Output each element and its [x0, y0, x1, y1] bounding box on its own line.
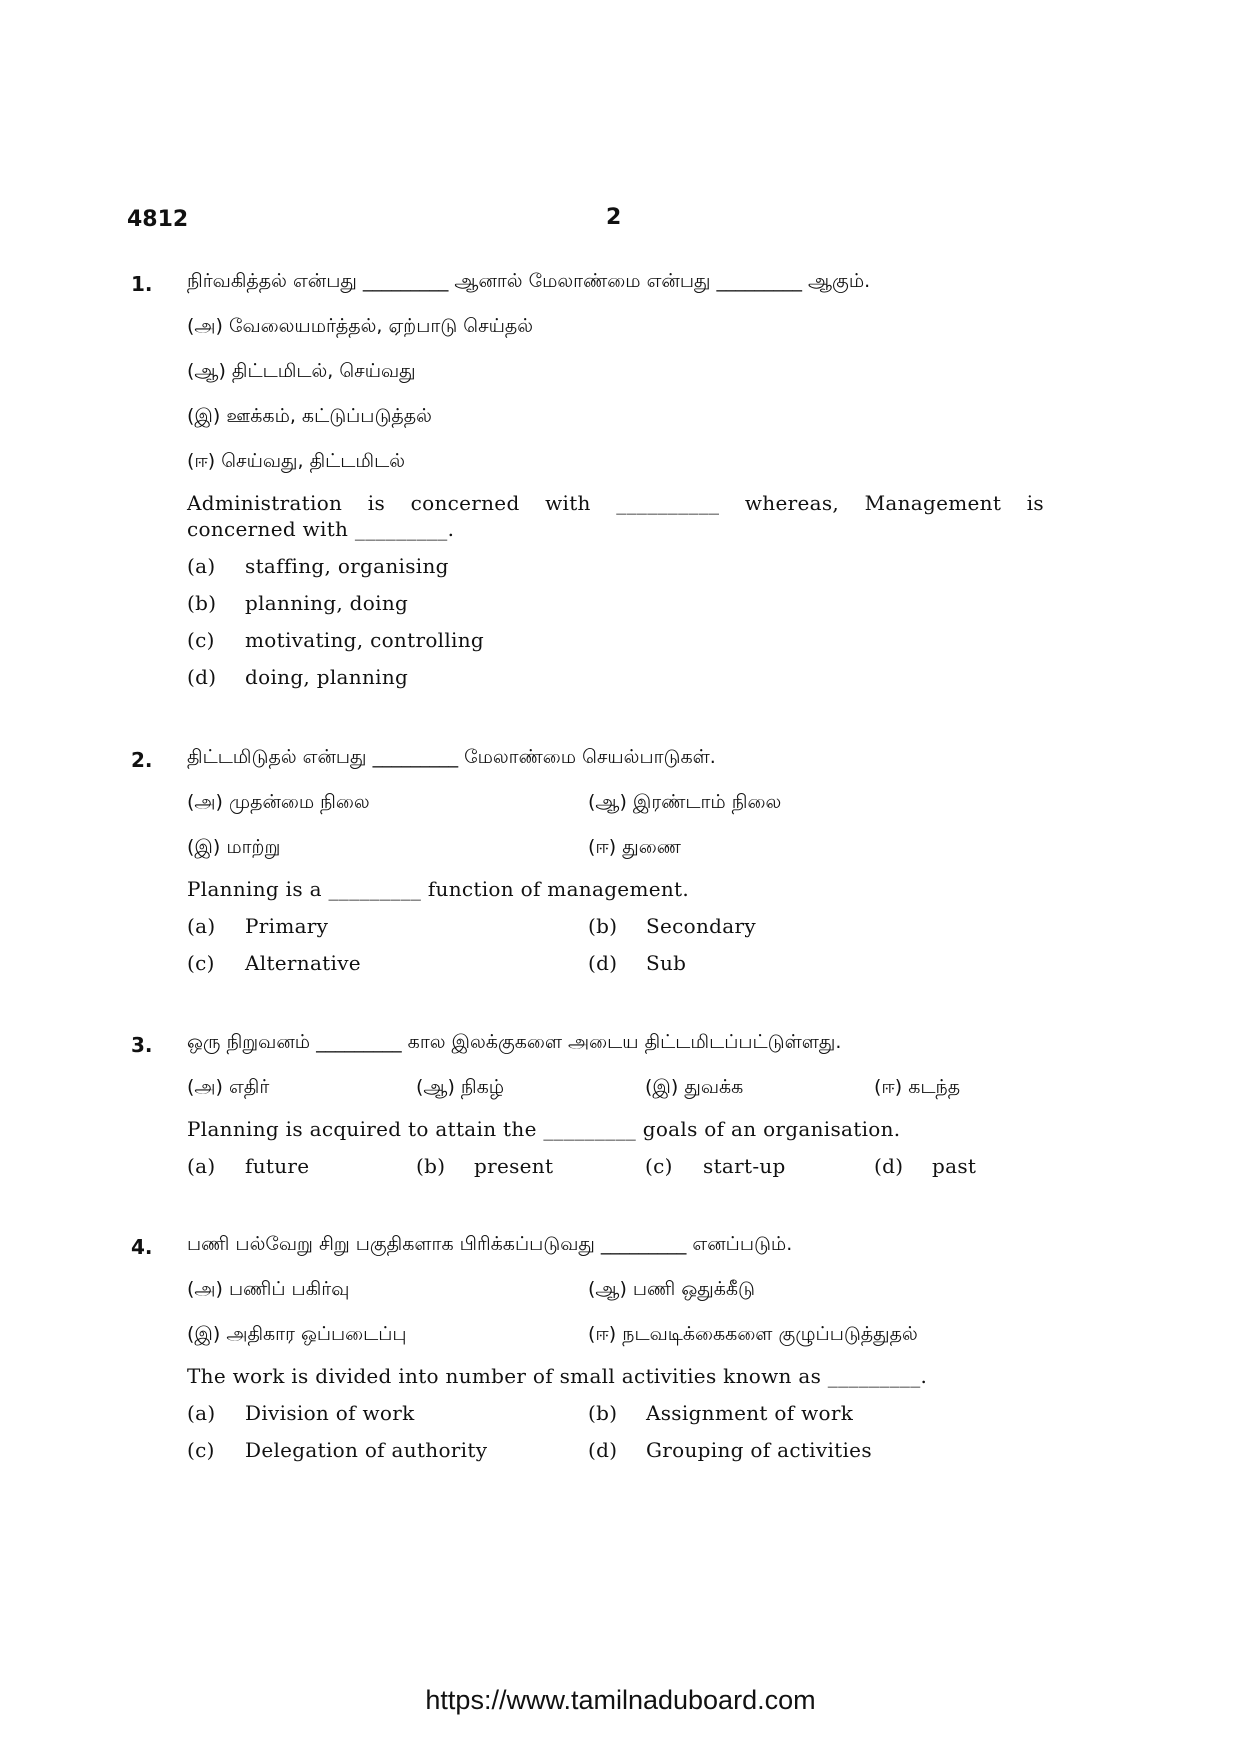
tamil-option-d: (ஈ) செய்வது, திட்டமிடல்	[187, 450, 406, 472]
option-label: (b)	[416, 1154, 446, 1178]
english-option-b	[187, 591, 408, 615]
tamil-option-c: (இ) மாற்று	[187, 836, 281, 858]
option-label: (d)	[187, 665, 217, 689]
option-label: (c)	[187, 628, 215, 652]
option-text: Division of work	[245, 1401, 415, 1425]
option-label: (c)	[645, 1154, 673, 1178]
question-number: 2.	[131, 748, 153, 772]
option-label: (d)	[874, 1154, 904, 1178]
question-number: 1.	[131, 272, 153, 296]
option-text: Secondary	[646, 914, 756, 938]
english-option-c	[645, 1154, 786, 1178]
paper-code: 4812	[127, 207, 189, 232]
tamil-option-a: (அ) வேலையமர்த்தல், ஏற்பாடு செய்தல்	[187, 315, 534, 337]
option-label: (d)	[588, 1438, 618, 1462]
option-label: (a)	[187, 1401, 216, 1425]
option-text: doing, planning	[245, 665, 409, 689]
english-question: The work is divided into number of small activities known as _________.	[187, 1364, 928, 1388]
option-text: staffing, organising	[245, 554, 449, 578]
tamil-question: நிர்வகித்தல் என்பது _________ ஆனால் மேலாண்மை என்பது _________ ஆகும்.	[187, 270, 871, 292]
tamil-option-c: (இ) அதிகார ஒப்படைப்பு	[187, 1323, 407, 1345]
tamil-option-b: (ஆ) திட்டமிடல், செய்வது	[187, 360, 416, 382]
option-text: planning, doing	[245, 591, 409, 615]
tamil-option-d: (ஈ) கடந்த	[874, 1076, 961, 1098]
tamil-option-c: (இ) ஊக்கம், கட்டுப்படுத்தல்	[187, 405, 432, 427]
option-text: start-up	[703, 1154, 786, 1178]
english-question-line-2: concerned with _________.	[187, 517, 455, 541]
option-label: (c)	[187, 1438, 215, 1462]
english-option-b	[588, 1401, 853, 1425]
question-number: 4.	[131, 1235, 153, 1259]
english-question: Planning is a _________ function of management.	[187, 877, 690, 901]
english-option-d	[588, 951, 686, 975]
option-label: (b)	[187, 591, 217, 615]
english-option-a	[187, 1154, 309, 1178]
tamil-question: பணி பல்வேறு சிறு பகுதிகளாக பிரிக்கப்படுவது _________ எனப்படும்.	[187, 1233, 793, 1255]
option-text: Primary	[245, 914, 329, 938]
page-number: 2	[606, 205, 622, 230]
tamil-question: திட்டமிடுதல் என்பது _________ மேலாண்மை செயல்பாடுகள்.	[187, 746, 716, 768]
option-label: (a)	[187, 554, 216, 578]
english-option-c	[187, 951, 361, 975]
question-number: 3.	[131, 1033, 153, 1057]
tamil-option-b: (ஆ) பணி ஒதுக்கீடு	[588, 1278, 755, 1300]
english-option-a	[187, 1401, 415, 1425]
option-text: Delegation of authority	[245, 1438, 488, 1462]
tamil-option-b: (ஆ) இரண்டாம் நிலை	[588, 791, 782, 813]
english-option-d	[588, 1438, 872, 1462]
option-text: past	[932, 1154, 977, 1178]
option-label: (b)	[588, 1401, 618, 1425]
tamil-option-a: (அ) பணிப் பகிர்வு	[187, 1278, 350, 1300]
english-option-c	[187, 628, 484, 652]
english-option-d	[874, 1154, 976, 1178]
option-text: present	[474, 1154, 554, 1178]
english-question-line-1: Administration is concerned with __________ whereas, Management is	[187, 491, 1044, 515]
english-question: Planning is acquired to attain the _________ goals of an organisation.	[187, 1117, 901, 1141]
english-option-d	[187, 665, 408, 689]
option-label: (a)	[187, 914, 216, 938]
tamil-option-d: (ஈ) நடவடிக்கைகளை குழுப்படுத்துதல்	[588, 1323, 918, 1345]
option-label: (b)	[588, 914, 618, 938]
option-text: Sub	[646, 951, 687, 975]
option-text: motivating, controlling	[245, 628, 485, 652]
tamil-option-a: (அ) முதன்மை நிலை	[187, 791, 370, 813]
english-option-c	[187, 1438, 487, 1462]
option-text: Assignment of work	[646, 1401, 854, 1425]
english-option-b	[416, 1154, 553, 1178]
tamil-option-d: (ஈ) துணை	[588, 836, 681, 858]
english-option-a	[187, 914, 328, 938]
tamil-question: ஒரு நிறுவனம் _________ கால இலக்குகளை அடைய திட்டமிடப்பட்டுள்ளது.	[187, 1031, 842, 1053]
tamil-option-c: (இ) துவக்க	[645, 1076, 744, 1098]
tamil-option-b: (ஆ) நிகழ்	[416, 1076, 505, 1098]
option-label: (a)	[187, 1154, 216, 1178]
english-option-a	[187, 554, 449, 578]
option-text: future	[245, 1154, 310, 1178]
tamil-option-a: (அ) எதிர்	[187, 1076, 270, 1098]
option-label: (d)	[588, 951, 618, 975]
english-option-b	[588, 914, 756, 938]
option-text: Grouping of activities	[646, 1438, 872, 1462]
option-text: Alternative	[245, 951, 361, 975]
footer-url[interactable]: https://www.tamilnaduboard.com	[425, 1685, 816, 1715]
option-label: (c)	[187, 951, 215, 975]
